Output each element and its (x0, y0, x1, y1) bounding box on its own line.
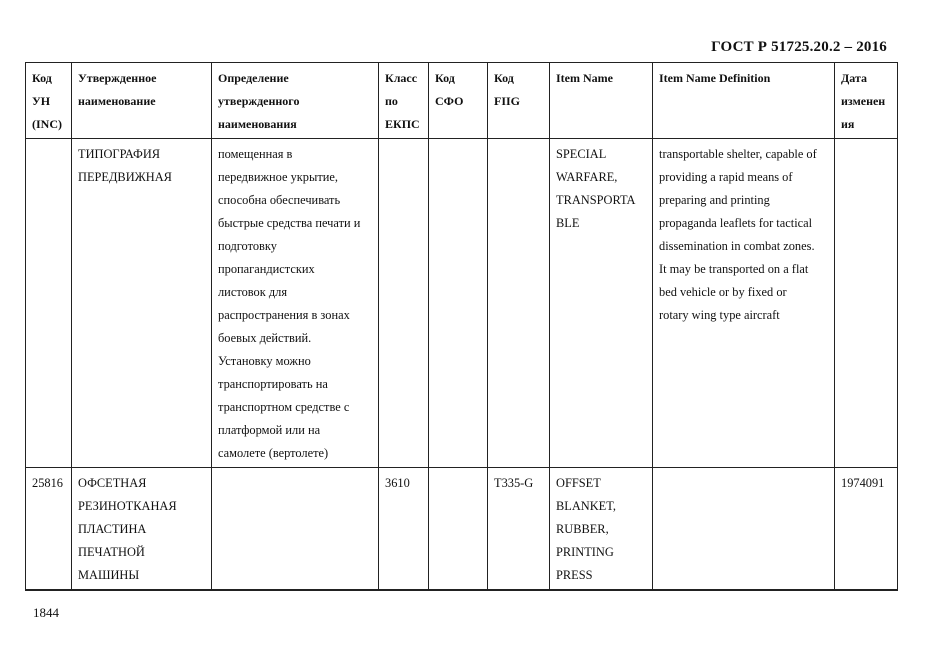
cell-approved-name (72, 139, 212, 468)
cell-text-line: Item Name Definition (659, 71, 771, 85)
cell-sfo (429, 139, 488, 468)
document-standard-header: ГОСТ Р 51725.20.2 – 2016 (711, 39, 887, 55)
cell-text-line: подготовку (218, 239, 277, 253)
cell-text-line: 25816 (32, 476, 63, 490)
cell-text-line: ПЕЧАТНОЙ (78, 545, 145, 559)
cell-text-line: листовок для (218, 285, 288, 299)
cell-text-line: (INC) (32, 117, 62, 131)
cell-text-line: изменен (841, 94, 886, 108)
cell-text-line: preparing and printing (659, 193, 770, 207)
table-header-row (26, 63, 898, 139)
cell-text-line: rotary wing type aircraft (659, 308, 780, 322)
column-header-sfo (429, 63, 488, 139)
cell-text-line: пропагандистских (218, 262, 315, 276)
cell-text-line: Код (435, 71, 455, 85)
cell-text-line: утвержденного (218, 94, 300, 108)
column-header-approved-name (72, 63, 212, 139)
cell-text-line: самолете (вертолете) (218, 446, 329, 460)
cell-text-line: МАШИНЫ (78, 568, 140, 582)
table-row (26, 468, 898, 591)
cell-text-line: ПЕРЕДВИЖНАЯ (78, 170, 172, 184)
cell-text-line: транспортировать на (218, 377, 328, 391)
cell-text-line: способна обеспечивать (218, 193, 341, 207)
cell-text-line: OFFSET (556, 476, 601, 490)
page-number: 1844 (33, 605, 59, 620)
cell-definition (212, 468, 379, 591)
cell-text-line: dissemination in combat zones. (659, 239, 815, 253)
cell-text-line: 1974091 (841, 476, 885, 490)
cell-text-line: УН (32, 94, 51, 108)
cell-text-line: propaganda leaflets for tactical (659, 216, 813, 230)
cell-text-line: Дата (841, 71, 867, 85)
cell-text-line: bed vehicle or by fixed or (659, 285, 787, 299)
cell-text-line: RUBBER, (556, 522, 609, 536)
cell-text-line: Класс (385, 71, 418, 85)
cell-text-line: providing a rapid means of (659, 170, 793, 184)
cell-inc (26, 139, 72, 468)
cell-text-line: РЕЗИНОТКАНАЯ (78, 499, 177, 513)
cell-text-line: Определение (218, 71, 289, 85)
cell-text-line: PRESS (556, 568, 593, 582)
cell-class (379, 468, 429, 591)
cell-change-date (835, 468, 898, 591)
column-header-item-name (550, 63, 653, 139)
cell-text-line: 3610 (385, 476, 410, 490)
cell-text-line: по (385, 94, 398, 108)
cell-item-name (550, 139, 653, 468)
cell-fiig (488, 139, 550, 468)
cell-text-line: It may be transported on a flat (659, 262, 809, 276)
column-header-definition (212, 63, 379, 139)
cell-item-name (550, 468, 653, 591)
column-header-item-name-definition (653, 63, 835, 139)
cell-text-line: распространения в зонах (218, 308, 350, 322)
cell-text-line: FIIG (494, 94, 521, 108)
cell-text-line: ПЛАСТИНА (78, 522, 147, 536)
cell-text-line: ЕКПС (385, 117, 420, 131)
cell-item-name-definition (653, 139, 835, 468)
cell-text-line: ТИПОГРАФИЯ (78, 147, 161, 161)
cell-text-line: транспортном средстве с (218, 400, 350, 414)
cell-class (379, 139, 429, 468)
column-header-inc (26, 63, 72, 139)
cell-text-line: ия (841, 117, 855, 131)
cell-text-line: наименования (218, 117, 297, 131)
cell-text-line: BLE (556, 216, 580, 230)
column-header-change-date (835, 63, 898, 139)
cell-text-line: боевых действий. (218, 331, 312, 345)
cell-text-line: быстрые средства печати и (218, 216, 361, 230)
column-header-fiig (488, 63, 550, 139)
table-row (26, 139, 898, 468)
cell-text-line: Код (494, 71, 514, 85)
cell-text-line: ОФСЕТНАЯ (78, 476, 147, 490)
cell-text-line: SPECIAL (556, 147, 607, 161)
cell-text-line: TRANSPORTA (556, 193, 636, 207)
cell-inc (26, 468, 72, 591)
cell-text-line: PRINTING (556, 545, 614, 559)
cell-text-line: наименование (78, 94, 156, 108)
cell-text-line: платформой или на (218, 423, 321, 437)
cell-fiig (488, 468, 550, 591)
cell-text-line: WARFARE, (556, 170, 618, 184)
cell-text-line: BLANKET, (556, 499, 616, 513)
cell-text-line: transportable shelter, capable of (659, 147, 817, 161)
cell-item-name-definition (653, 468, 835, 591)
cell-text-line: передвижное укрытие, (218, 170, 338, 184)
column-header-class (379, 63, 429, 139)
cell-text-line: Установку можно (218, 354, 311, 368)
cell-change-date (835, 139, 898, 468)
catalog-table (25, 62, 898, 591)
cell-text-line: T335-G (494, 476, 534, 490)
cell-text-line: Утвержденное (78, 71, 157, 85)
cell-text-line: СФО (435, 94, 464, 108)
cell-text-line: Код (32, 71, 52, 85)
cell-definition (212, 139, 379, 468)
cell-sfo (429, 468, 488, 591)
cell-text-line: Item Name (556, 71, 613, 85)
cell-approved-name (72, 468, 212, 591)
cell-text-line: помещенная в (218, 147, 293, 161)
